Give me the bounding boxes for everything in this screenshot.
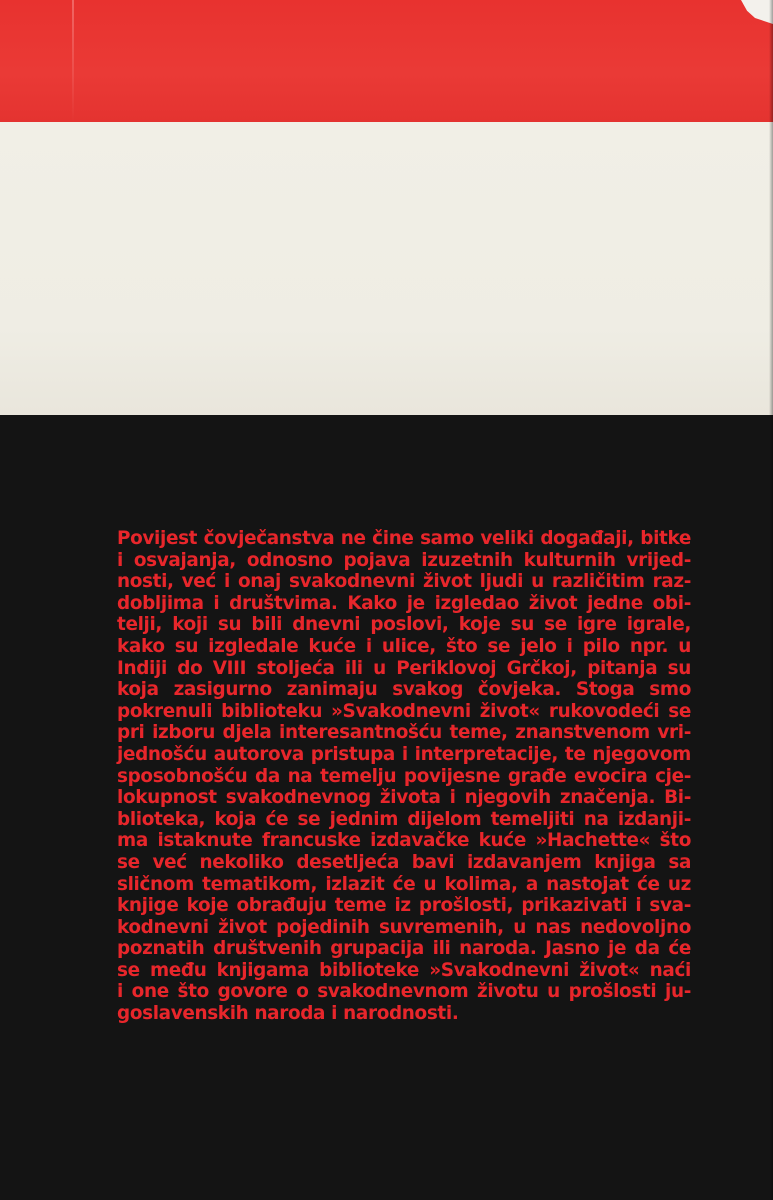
blurb-line: pri izboru djela interesantnošću teme, znanstvenom vri- [117,722,691,744]
blurb-line: koja zasigurno zanimaju svakog čovjeka. Stoga smo [117,679,691,701]
crease-mark [72,0,74,122]
blurb-line: se već nekoliko desetljeća bavi izdavanjem knjiga sa [117,851,691,873]
blurb-line: Indiji do VIII stoljeća ili u Periklovoj Grčkoj, pitanja su [117,657,691,679]
blurb-line: knjige koje obrađuju teme iz prošlosti, prikazivati i sva- [117,895,691,917]
blurb-line: se među knjigama biblioteke »Svakodnevni život« naći [117,959,691,981]
blurb-line: i osvajanja, odnosno pojava izuzetnih kulturnih vrijed- [117,549,691,571]
blurb-line: blioteka, koja će se jednim dijelom temeljiti na izdanji- [117,808,691,830]
red-band [0,0,773,122]
blurb-line: sposobnošću da na temelju povijesne građe evocira cje- [117,765,691,787]
blurb-line: lokupnost svakodnevnog života i njegovih značenja. Bi- [117,787,691,809]
series-description [117,528,691,1025]
white-band [0,122,773,415]
blurb-line: sličnom tematikom, izlazit će u kolima, a nastojat će uz [117,873,691,895]
blurb-line: nosti, već i onaj svakodnevni život ljudi u različitim raz- [117,571,691,593]
blurb-line: poznatih društvenih grupacija ili naroda. Jasno je da će [117,938,691,960]
blurb-line: Povijest čovječanstva ne čine samo veliki događaji, bitke [117,528,691,549]
blurb-line: telji, koji su bili dnevni poslovi, koje su se igre igrale, [117,614,691,636]
blurb-line-final: goslavenskih naroda i narodnosti. [117,1003,459,1025]
blurb-line: jednošću autorova pristupa i interpretacije, te njegovom [117,743,691,765]
blurb-line: pokrenuli biblioteku »Svakodnevni život« rukovodeći se [117,700,691,722]
blurb-line: i one što govore o svakodnevnom životu u prošlosti ju- [117,981,691,1003]
blurb-line: ma istaknute francuske izdavačke kuće »Hachette« što [117,830,691,852]
blurb-line: kako su izgledale kuće i ulice, što se jelo i pilo npr. u [117,635,691,657]
blurb-line: kodnevni život pojedinih suvremenih, u nas nedovoljno [117,916,691,938]
blurb-line: dobljima i društvima. Kako je izgledao život jedne obi- [117,592,691,614]
cover-edge-shadow [769,0,773,1200]
